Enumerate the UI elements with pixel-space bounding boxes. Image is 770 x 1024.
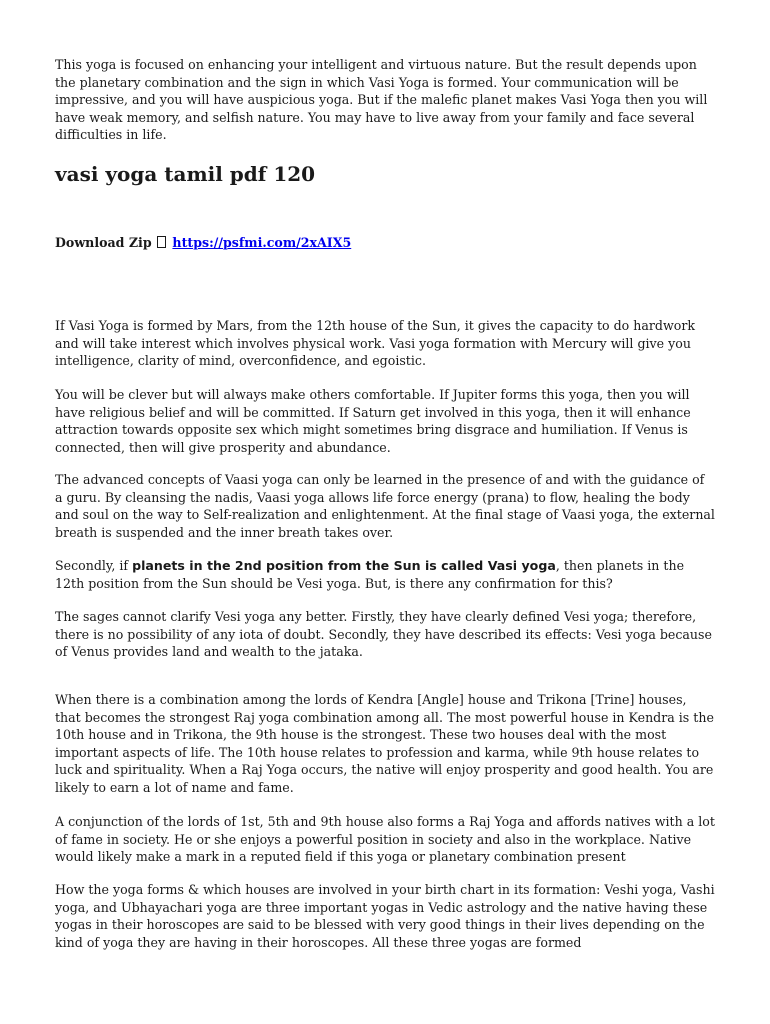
secondly-text-end: , then planets in the 12th position from the Sun should be Vesi yoga. But, is there any confirmation for this? — [55, 558, 685, 591]
paragraph-kendra: When there is a combination among the lords of Kendra [Angle] house and Trikona [Trine] houses, that becomes the strongest Raj yoga combination among all. The most powerful house in Kendra is the 10th house and in Trikona, the 9th house is the strongest. These two houses deal with the most important aspects of life. The 10th house relates to profession and karma, while 9th house relates to luck and spirituality. When a Raj Yoga occurs, the native will enjoy prosperity and good health. You are likely to earn a lot of name and fame. — [55, 692, 714, 795]
download-link[interactable]: https://psfmi.com/2xAIX5 — [172, 235, 352, 250]
intro-paragraph: This yoga is focused on enhancing your intelligent and virtuous nature. But the result depends upon the planetary combination and the sign in which Vasi Yoga is formed. Your communication will be impressive, and you will have auspicious yoga. But if the malefic planet makes Vasi Yoga then you will have weak memory, and selfish nature. You may have to live away from your family and face several difficulties in life. — [55, 57, 708, 142]
paragraph-how-yoga-forms: How the yoga forms & which houses are involved in your birth chart in its formation: Veshi yoga, Vashi yoga, and Ubhayachari yoga are three important yogas in Vedic astrology and the native having these yogas in their horoscopes are said to be blessed with very good things in their lives depending on the kind of yoga they are having in their horoscopes. All these three yogas are formed — [55, 882, 715, 950]
paragraph-sages: The sages cannot clarify Vesi yoga any better. Firstly, they have clearly defined Vesi yoga; therefore, there is no possibility of any iota of doubt. Secondly, they have described its effects: Vesi yoga because of Venus provides land and wealth to the jataka. — [55, 609, 712, 659]
secondly-bold-text: planets in the 2nd position from the Sun is called Vasi yoga — [132, 558, 556, 573]
secondly-text-start: Secondly, if — [55, 558, 133, 573]
paragraph-secondly — [55, 557, 715, 592]
download-line — [55, 234, 351, 252]
paragraph-mars: If Vasi Yoga is formed by Mars, from the 12th house of the Sun, it gives the capacity to do hardwork and will take interest which involves physical work. Vasi yoga formation with Mercury will give you intelligence, clarity of mind, overconfidence, and egoistic. — [55, 318, 695, 368]
paragraph-advanced: The advanced concepts of Vaasi yoga can only be learned in the presence of and with the guidance of a guru. By cleansing the nadis, Vaasi yoga allows life force energy (prana) to flow, healing the body and soul on the way to Self-realization and enlightenment. At the final stage of Vaasi yoga, the external breath is suspended and the inner breath takes over. — [55, 472, 715, 540]
page-title: vasi yoga tamil pdf 120 — [55, 162, 316, 186]
paragraph-jupiter: You will be clever but will always make others comfortable. If Jupiter forms this yoga, then you will have religious belief and will be committed. If Saturn get involved in this yoga, then it will enhance attraction towards opposite sex which might sometimes bring disgrace and humiliation. If Venus is connected, then will give prosperity and abundance. — [55, 387, 691, 455]
paragraph-conjunction: A conjunction of the lords of 1st, 5th and 9th house also forms a Raj Yoga and affords natives with a lot of fame in society. He or she enjoys a powerful position in society and also in the workplace. Native would likely make a mark in a reputed field if this yoga or planetary combination present — [55, 814, 715, 864]
download-label: Download Zip — [55, 235, 152, 250]
missing-glyph-icon — [157, 236, 166, 248]
